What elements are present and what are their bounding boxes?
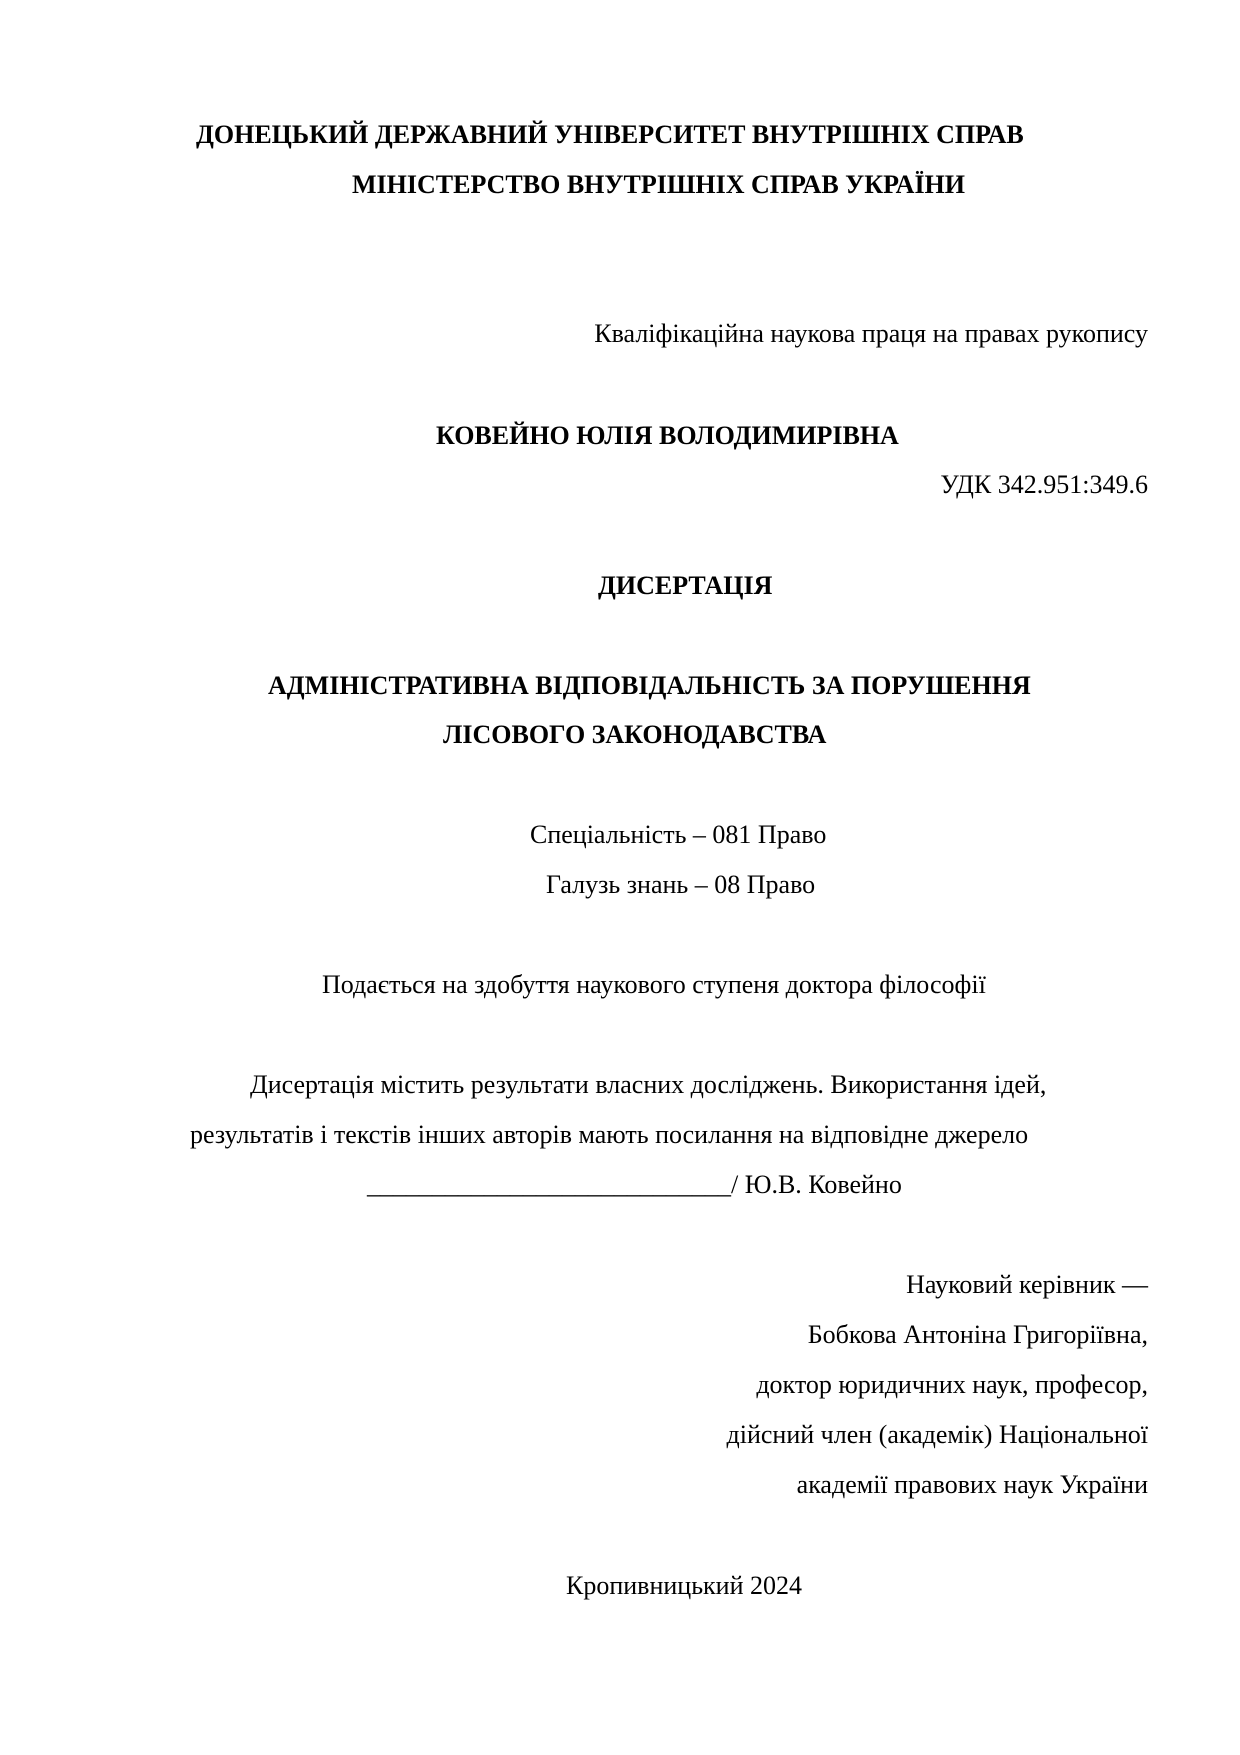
supervisor-membership-line-1: дійсний член (академік) Національної xyxy=(726,1420,1148,1449)
degree-statement: Подається на здобуття наукового ступеня доктора філософії xyxy=(322,970,986,999)
specialty: Спеціальність – 081 Право xyxy=(530,820,827,849)
supervisor-degree: доктор юридичних наук, професор, xyxy=(756,1370,1148,1399)
thesis-title-line-1: АДМІНІСТРАТИВНА ВІДПОВІДАЛЬНІСТЬ ЗА ПОРУШЕННЯ xyxy=(268,671,1031,700)
udc-code: УДК 342.951:349.6 xyxy=(940,470,1148,499)
originality-line-2: результатів і текстів інших авторів мають посилання на відповідне джерело xyxy=(190,1120,1029,1149)
supervisor-membership-line-2: академії правових наук України xyxy=(796,1470,1148,1499)
manuscript-note: Кваліфікаційна наукова праця на правах рукопису xyxy=(594,319,1148,348)
author-name: КОВЕЙНО ЮЛІЯ ВОЛОДИМИРІВНА xyxy=(436,421,899,450)
supervisor-label: Науковий керівник — xyxy=(906,1270,1148,1299)
supervisor-name: Бобкова Антоніна Григоріївна, xyxy=(807,1320,1148,1349)
city-year: Кропивницький 2024 xyxy=(566,1571,803,1600)
ministry-name: МІНІСТЕРСТВО ВНУТРІШНІХ СПРАВ УКРАЇНИ xyxy=(352,170,966,199)
author-signature-line: ____________________________/ Ю.В. Ковейно xyxy=(367,1170,902,1199)
thesis-title-line-2: ЛІСОВОГО ЗАКОНОДАВСТВА xyxy=(443,720,827,749)
document-type: ДИСЕРТАЦІЯ xyxy=(598,571,773,600)
field-of-knowledge: Галузь знань – 08 Право xyxy=(546,870,816,899)
originality-line-1: Дисертація містить результати власних досліджень. Використання ідей, xyxy=(250,1070,1047,1099)
university-name: ДОНЕЦЬКИЙ ДЕРЖАВНИЙ УНІВЕРСИТЕТ ВНУТРІШНІХ СПРАВ xyxy=(196,120,1024,149)
